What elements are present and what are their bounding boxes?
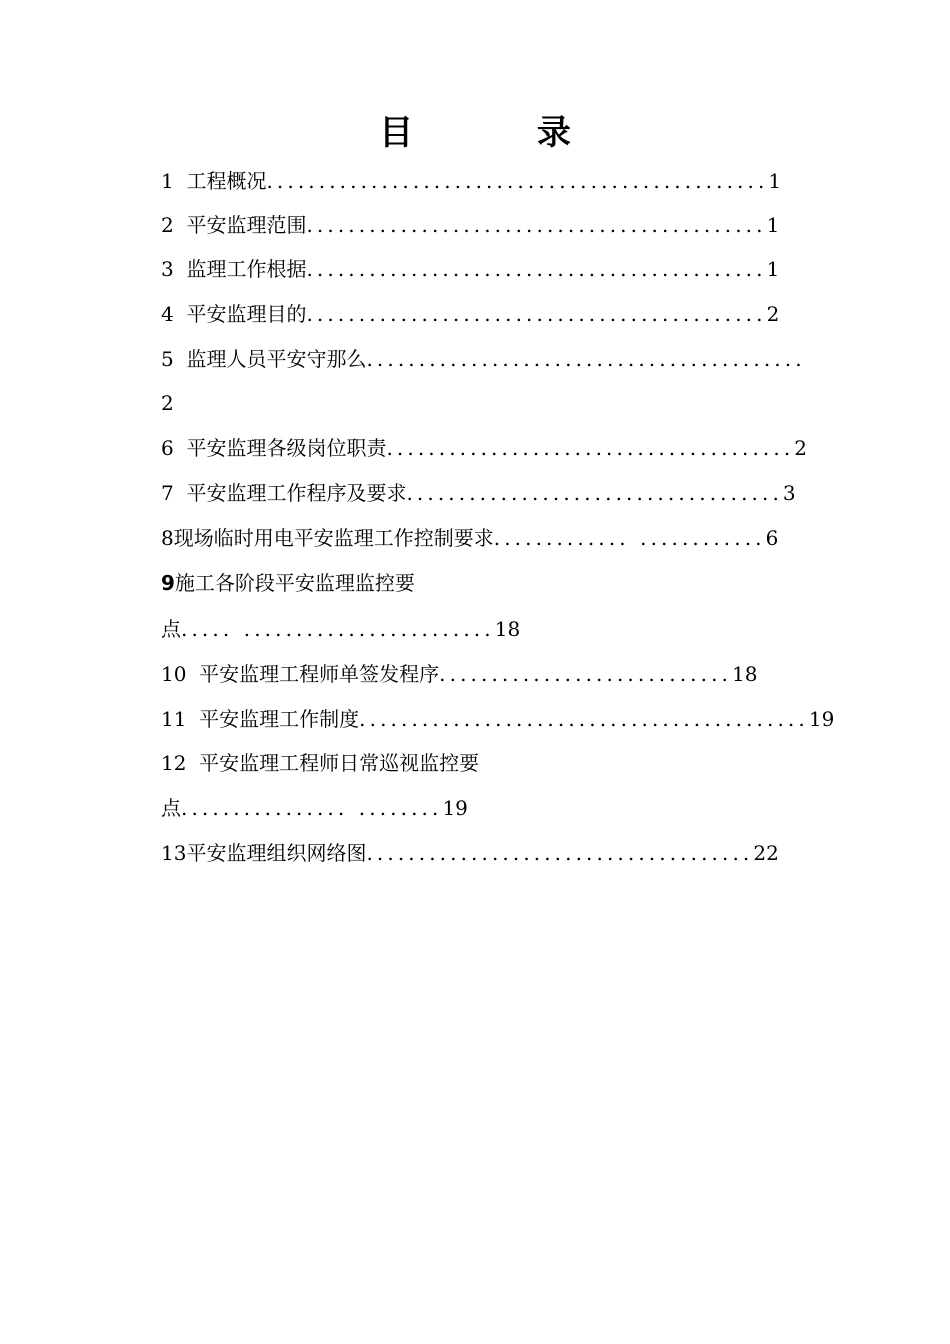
toc-entry-page: 1 [768, 169, 782, 193]
toc-entry-page: 18 [731, 662, 758, 686]
toc-entry[interactable] [161, 568, 415, 598]
toc-entry-page: 19 [442, 796, 468, 820]
toc-entry-number: 4 [161, 302, 174, 326]
toc-entry-leader: ....................................... [386, 436, 795, 460]
toc-entry-leader: ................................................ [266, 169, 769, 193]
toc-entry[interactable] [161, 478, 796, 508]
toc-entry-page: 19 [808, 707, 835, 731]
toc-entry-title: 点 [161, 796, 181, 820]
toc-entry-number: 5 [161, 347, 174, 371]
toc-entry-leader: ............................ [439, 662, 732, 686]
toc-entry-page: 6 [765, 526, 779, 550]
toc-entry-page: 2 [766, 302, 780, 326]
toc-entry-number: 3 [161, 257, 174, 281]
toc-entry-number: 1 [161, 169, 174, 193]
toc-entry-page: 18 [494, 617, 521, 641]
toc-entry[interactable] [161, 344, 806, 374]
toc-entry-number: 9 [161, 571, 175, 595]
toc-entry[interactable] [161, 433, 807, 463]
toc-entry-continuation[interactable] [161, 388, 174, 418]
toc-title: 目 录 [379, 113, 627, 153]
toc-entry-page: 22 [753, 841, 779, 865]
toc-entry[interactable] [161, 210, 779, 240]
toc-entry-title: 平安监理工作程序及要求 [186, 481, 407, 505]
toc-entry[interactable] [161, 704, 834, 734]
toc-entry-title: 平安监理目的 [186, 302, 307, 326]
toc-entry-page: 1 [766, 213, 780, 237]
toc-entry-leader: ............................................ [306, 302, 767, 326]
toc-entry-title: 现场临时用电平安监理工作控制要求 [173, 526, 494, 550]
toc-entry[interactable] [161, 523, 778, 553]
toc-entry-page: 2 [794, 436, 808, 460]
toc-entry-title: 平安监理范围 [186, 213, 307, 237]
toc-entry-leader: .................................... [406, 481, 783, 505]
toc-entry-title: 点 [161, 617, 181, 641]
toc-entry[interactable] [161, 838, 779, 868]
toc-entry-leader: ................ ........ [181, 796, 443, 820]
toc-entry-title: 施工各阶段平安监理监控要 [174, 571, 415, 595]
toc-entry-number: 8 [161, 526, 174, 550]
toc-entry[interactable] [161, 748, 479, 778]
toc-entry-title: 平安监理工作制度 [199, 707, 360, 731]
toc-entry-page: 1 [766, 257, 780, 281]
toc-entry-title: 平安监理工程师单签发程序 [199, 662, 440, 686]
toc-entry-leader: ........................................... [359, 707, 809, 731]
toc-entry-page: 2 [161, 391, 174, 415]
toc-entry-title: 工程概况 [186, 169, 267, 193]
toc-entry-number: 6 [161, 436, 174, 460]
toc-entry-number: 7 [161, 481, 174, 505]
toc-entry-title: 平安监理工程师日常巡视监控要 [199, 751, 480, 775]
toc-entry-leader: ............................................ [306, 213, 767, 237]
toc-entry-leader: ..... ........................ [181, 617, 495, 641]
toc-entry[interactable] [161, 166, 781, 196]
toc-entry-page: 3 [782, 481, 796, 505]
toc-entry-title: 平安监理各级岗位职责 [186, 436, 387, 460]
toc-entry-continuation[interactable] [161, 793, 468, 823]
toc-entry[interactable] [161, 254, 779, 284]
toc-entry-number: 13 [161, 841, 187, 865]
toc-entry-number: 2 [161, 213, 174, 237]
toc-entry-title: 平安监理组织网络图 [186, 841, 367, 865]
toc-entry[interactable] [161, 659, 757, 689]
toc-entry-number: 10 [161, 662, 187, 686]
toc-entry-leader: ..................................... [366, 841, 754, 865]
toc-entry-continuation[interactable] [161, 614, 520, 644]
toc-entry[interactable] [161, 299, 779, 329]
toc-entry-number: 12 [161, 751, 187, 775]
toc-entry-number: 11 [161, 707, 187, 731]
toc-entry-leader: .......................................... [366, 347, 806, 371]
toc-entry-leader: ............................................ [306, 257, 767, 281]
toc-entry-title: 监理工作根据 [186, 257, 307, 281]
toc-entry-leader: ............. ............ [493, 526, 766, 550]
toc-entry-title: 监理人员平安守那么 [186, 347, 367, 371]
